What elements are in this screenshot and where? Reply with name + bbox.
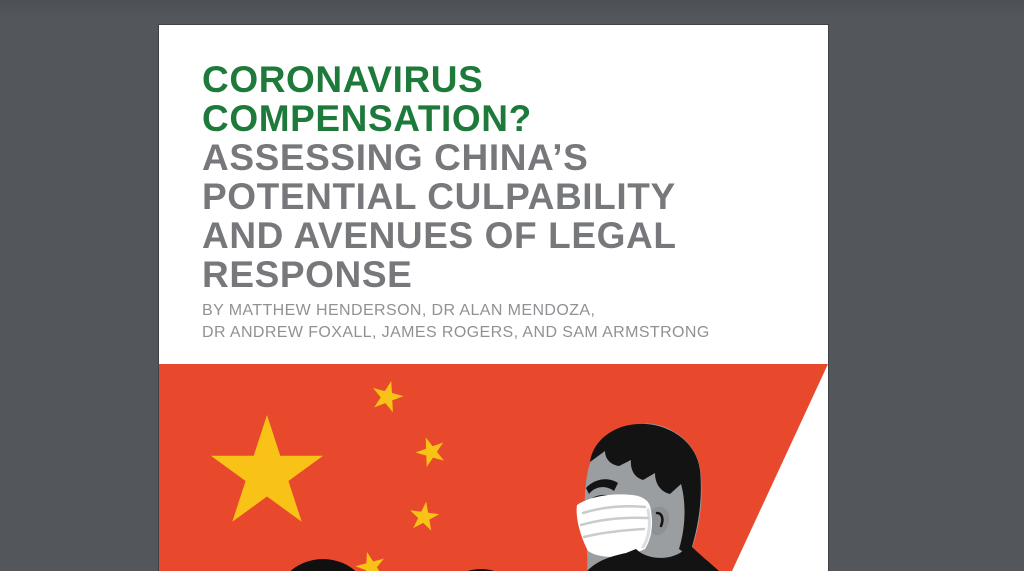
byline-line: DR ANDREW FOXALL, JAMES ROGERS, AND SAM ARMSTRONG — [202, 324, 710, 341]
title-line-green: COMPENSATION? — [202, 98, 532, 139]
title-line-gray: RESPONSE — [202, 254, 413, 295]
cover-title-block — [202, 60, 710, 344]
title-line-green: CORONAVIRUS — [202, 59, 484, 100]
byline-line: BY MATTHEW HENDERSON, DR ALAN MENDOZA, — [202, 302, 596, 319]
face-mask — [577, 494, 652, 556]
title-line-gray: AND AVENUES OF LEGAL — [202, 215, 677, 256]
byline — [202, 300, 710, 344]
title-line-gray: POTENTIAL CULPABILITY — [202, 176, 676, 217]
document-page — [158, 24, 829, 571]
title-line-gray: ASSESSING CHINA’S — [202, 137, 589, 178]
report-title — [202, 60, 710, 294]
cover-illustration — [159, 364, 828, 571]
